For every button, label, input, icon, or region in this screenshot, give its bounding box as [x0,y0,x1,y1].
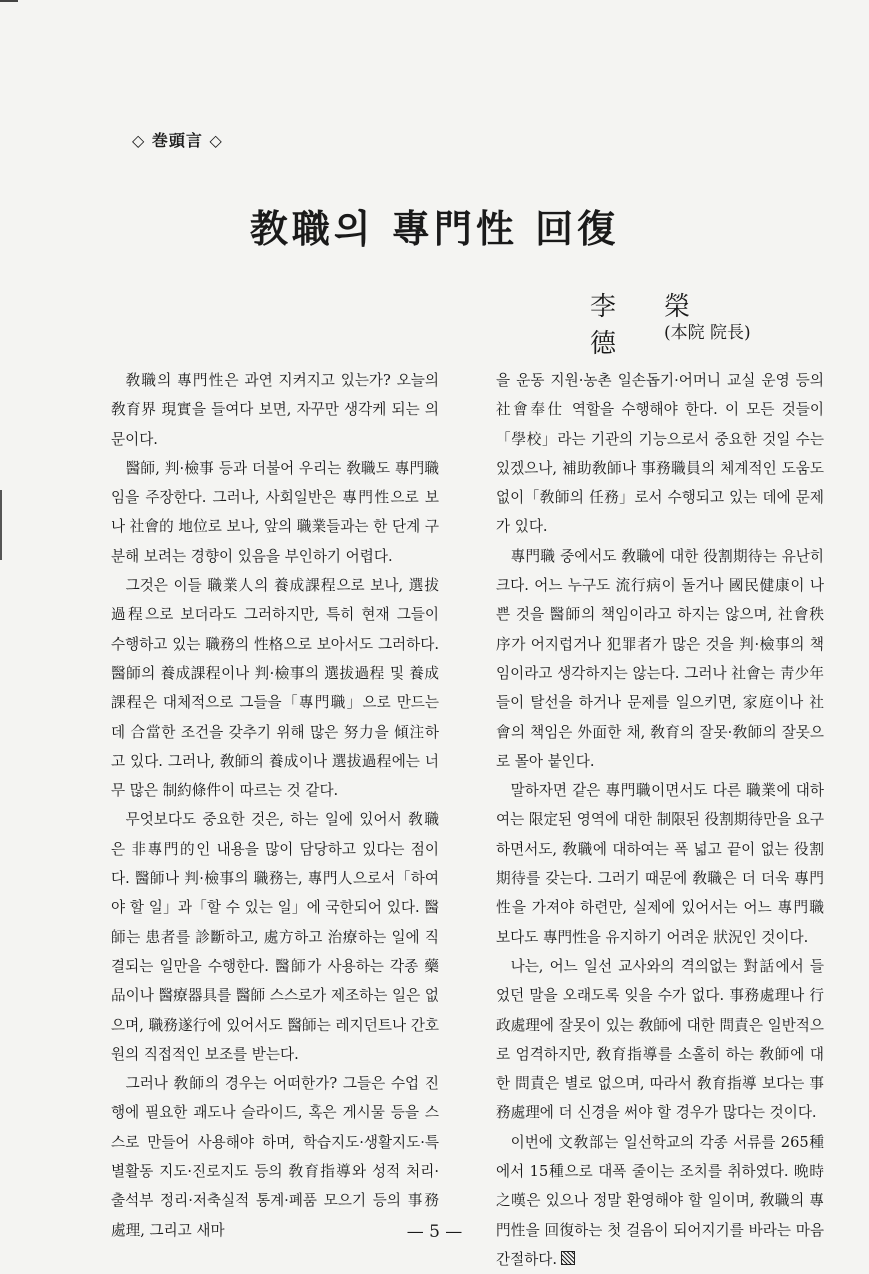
paragraph: 을 운동 지원·농촌 일손돕기·어머니 교실 운영 등의 社會奉仕 역할을 수행해야 한다. 이 모든 것들이「學校」라는 기관의 기능으로서 중요한 것일 수는 있겠으나, 補助敎師나 事務職員의 체계적인 도움도 없이「敎師의 任務」로서 수행되고 있는 데에 문제가 있다. [496,372,824,536]
author-affiliation: (本院 院長) [664,323,751,343]
paragraph: 나는, 어느 일선 교사와의 격의없는 對話에서 들었던 말을 오래도록 잊을 수가 없다. 事務處理나 行政處理에 잘못이 있는 敎師에 대한 問責은 일반적으로 엄격하지만, 敎育指導를 소홀히 하는 敎師에 대한 問責은 별로 없으며, 따라서 敎育指導 보다는 事務處理에 더 신경을 써야 할 경우가 많다는 것이다. [496,957,824,1122]
paragraph: 그러나 敎師의 경우는 어떠한가? 그들은 수업 진행에 필요한 괘도나 슬라이드, 혹은 게시물 등을 스스로 만들어 사용해야 하며, 학습지도·생활지도·특별활동 지도·진로지도 등의 敎育指導와 성적 처리·출석부 정리·저축실적 통계·폐품 모으기 등의 事務處理, 그리고 새마 [111,1075,439,1239]
paragraph: 敎職의 專門性은 과연 지켜지고 있는가? 오늘의 敎育界 現實을 들여다 보면, 자꾸만 생각케 되는 의문이다. [111,372,439,448]
section-label: ◇ 巻頭言 ◇ [132,131,223,150]
right-column [496,366,824,1274]
author-name: 李榮德 [590,292,739,359]
paragraph: 무엇보다도 중요한 것은, 하는 일에 있어서 敎職은 非專門的인 내용을 많이 담당하고 있다는 점이다. 醫師나 判·檢事의 職務는, 專門人으로서「하여야 할 일」과「할 수 있는 일」에 국한되어 있다. 醫師는 患者를 診斷하고, 處方하고 治療하는 일에 직결되는 일만을 수행한다. 醫師가 사용하는 각종 藥品이나 醫療器具를 醫師 스스로가 제조하는 일은 없으며, 職務遂行에 있어서도 醫師는 레지던트나 간호원의 직접적인 보조를 받는다. [111,811,439,1063]
page-number: — 5 — [406,1222,463,1242]
paragraph: 말하자면 같은 專門職이면서도 다른 職業에 대하여는 限定된 영역에 대한 制限된 役割期待만을 요구하면서도, 敎職에 대하여는 폭 넓고 끝이 없는 役割期待를 갖는다. 그러기 때문에 敎職은 더 더욱 專門性을 가져야 하련만, 실제에 있어서는 어느 專門職보다도 專門性을 유지하기 어려운 狀況인 것이다. [496,782,824,946]
scan-corner-mark [0,0,18,2]
scan-edge-mark [0,490,2,560]
page-title: 教職의 專門性 回復 [249,206,620,251]
paragraph: 醫師, 判·檢事 등과 더불어 우리는 敎職도 專門職임을 주장한다. 그러나, 사회일반은 專門性으로 보나 社會的 地位로 보나, 앞의 職業들과는 한 단계 구분해 보려는 경향이 있음을 부인하기 어렵다. [111,459,439,565]
paragraph-last [496,1128,824,1274]
left-column [111,366,439,1245]
paragraph-text: 이번에 文敎部는 일선학교의 각종 서류를 265種에서 15種으로 대폭 줄이는 조치를 취하였다. 晩時之嘆은 있으나 정말 환영해야 할 일이며, 敎職의 專門性을 回復하는 첫 걸음이 되어지기를 바라는 마음 간절하다. [496,1133,824,1268]
paragraph: 그것은 이들 職業人의 養成課程으로 보나, 選拔過程으로 보더라도 그러하지만, 특히 현재 그들이 수행하고 있는 職務의 性格으로 보아서도 그러하다. 醫師의 養成課程이나 判·檢事의 選拔過程 및 養成課程은 대체적으로 그들을「專門職」으로 만드는 데 合當한 조건을 갖추기 위해 많은 努力을 傾注하고 있다. 그러나, 敎師의 養成이나 選拔過程에는 너무 많은 制約條件이 따르는 것 같다. [111,577,439,800]
paragraph: 專門職 중에서도 敎職에 대한 役割期待는 유난히 크다. 어느 누구도 流行病이 돌거나 國民健康이 나쁜 것을 醫師의 책임이라고 하지는 않으며, 社會秩序가 어지럽거나 犯罪者가 많은 것을 判·檢事의 책임이라고 생각하지는 않는다. 그러나 社會는 靑少年들이 탈선을 하거나 문제를 일으키면, 家庭이나 社會의 책임은 外面한 채, 敎育의 잘못·敎師의 잘못으로 몰아 붙인다. [496,547,824,770]
